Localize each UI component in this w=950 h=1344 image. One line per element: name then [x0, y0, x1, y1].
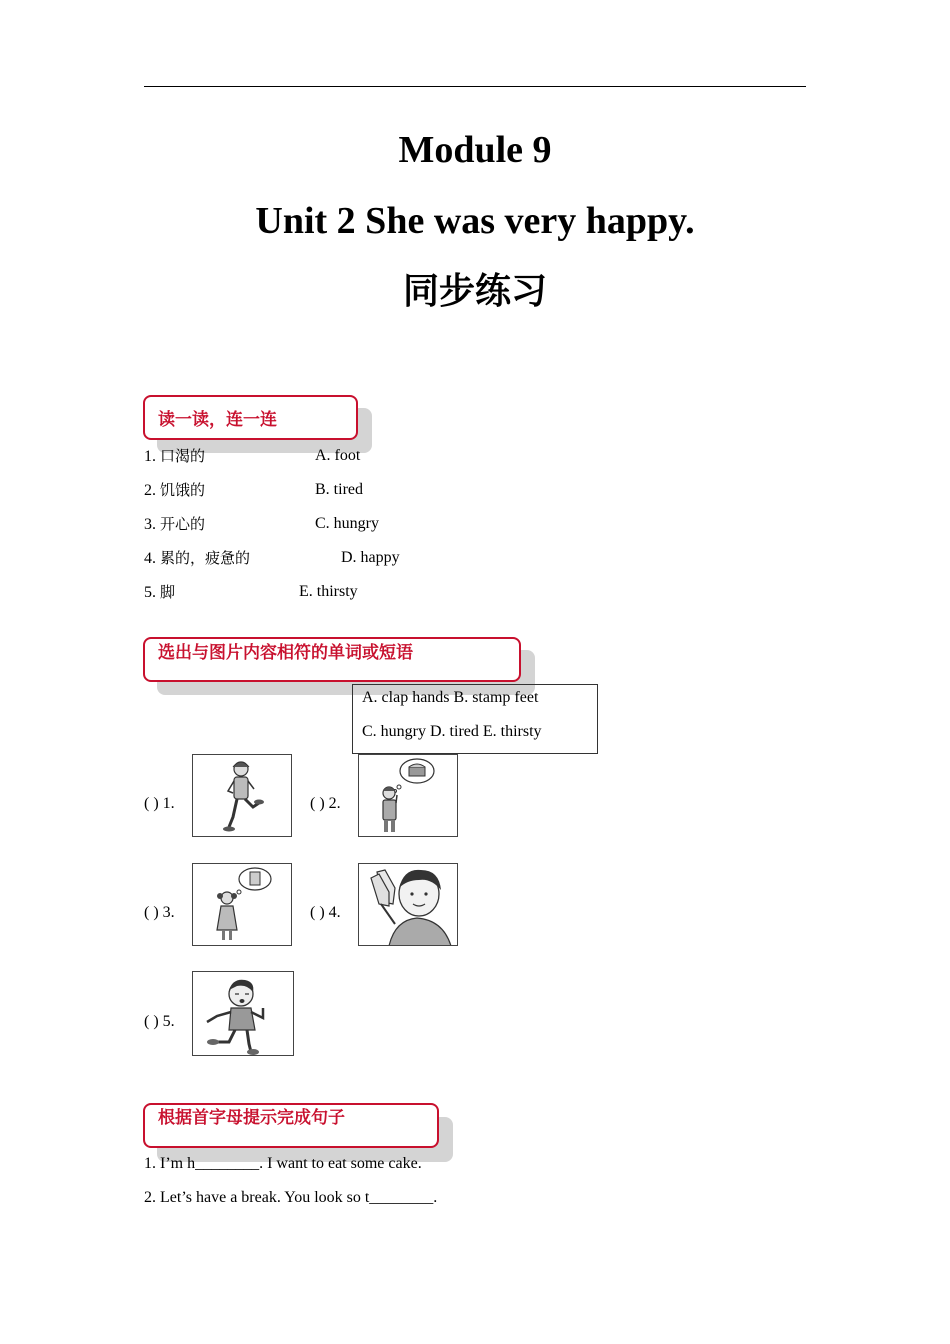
match-option-1: A. foot	[315, 447, 361, 464]
match-item-3: 3. 开心的	[144, 515, 206, 533]
module-title: Module 9	[398, 129, 552, 171]
girl-stamping-feet-icon	[193, 755, 292, 837]
question-1-label: ( ) 1.	[144, 795, 175, 812]
match-option-3: C. hungry	[315, 515, 379, 532]
match-option-2: B. tired	[315, 481, 363, 498]
match-item-2: 2. 饥饿的	[144, 481, 206, 499]
match-option-4: D. happy	[341, 549, 400, 566]
options-line-1: A. clap hands B. stamp feet	[362, 689, 539, 706]
question-4-label: ( ) 4.	[310, 904, 341, 921]
question-3-label: ( ) 3.	[144, 904, 175, 921]
boy-thinking-of-cake-picture	[358, 754, 458, 837]
section2-label: 选出与图片内容相符的单词或短语	[158, 643, 413, 663]
match-item-4: 4. 累的，疲惫的	[144, 549, 251, 567]
section1-label: 读一读，连一连	[158, 410, 277, 430]
sentence-2: 2. Let’s have a break. You look so t________.	[144, 1189, 438, 1206]
tired-boy-running-icon	[193, 972, 294, 1056]
girl-stamping-feet-picture	[192, 754, 292, 837]
question-5-label: ( ) 5.	[144, 1013, 175, 1030]
section3-header	[143, 1103, 439, 1148]
tired-boy-running-picture	[192, 971, 294, 1056]
boy-clapping-hands-icon	[359, 864, 458, 946]
match-option-5: E. thirsty	[299, 583, 358, 600]
girl-thinking-of-drink-icon	[193, 864, 292, 946]
section1-header	[143, 395, 358, 440]
options-line-2: C. hungry D. tired E. thirsty	[362, 723, 542, 740]
section2-header	[143, 637, 521, 682]
girl-thinking-of-drink-picture	[192, 863, 292, 946]
boy-thinking-of-cake-icon	[359, 755, 458, 837]
boy-clapping-hands-picture	[358, 863, 458, 946]
section3-label: 根据首字母提示完成句子	[158, 1108, 345, 1128]
match-item-5: 5. 脚	[144, 583, 176, 601]
question-2-label: ( ) 2.	[310, 795, 341, 812]
sentence-1: 1. I’m h________. I want to eat some cake.	[144, 1155, 422, 1172]
match-item-1: 1. 口渴的	[144, 447, 206, 465]
unit-title: Unit 2 She was very happy.	[255, 200, 695, 242]
options-box	[352, 684, 598, 754]
practice-title: 同步练习	[402, 271, 547, 312]
top-rule	[144, 86, 806, 87]
